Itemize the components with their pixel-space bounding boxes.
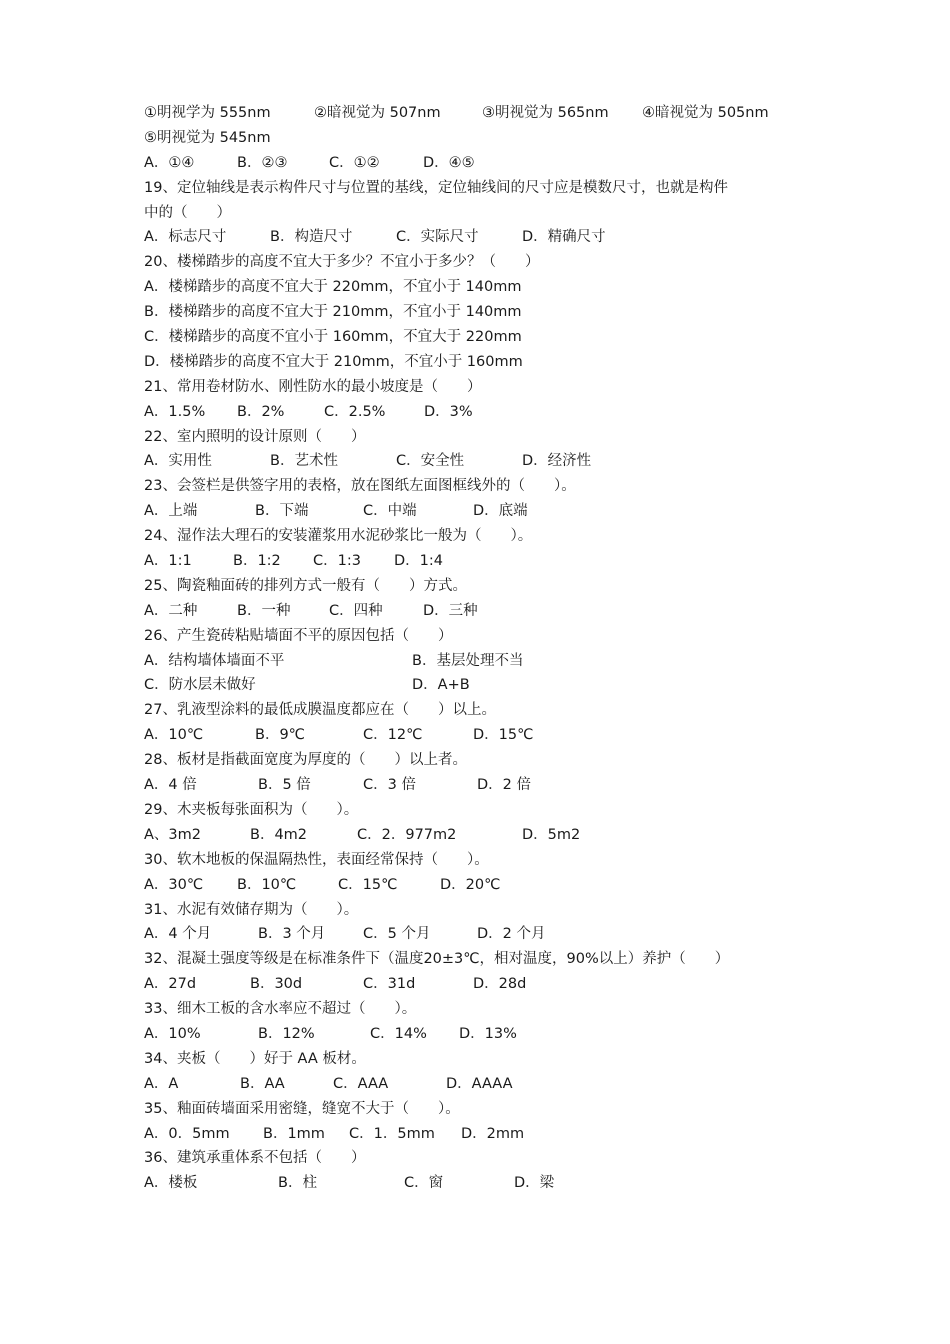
text-line xyxy=(144,574,844,599)
option-text: D．15℃ xyxy=(473,727,534,744)
text-line xyxy=(144,126,844,151)
option-text: C．安全性 xyxy=(396,453,465,470)
line-text: A．楼梯踏步的高度不宜大于 220mm，不宜小于 140mm xyxy=(144,279,522,296)
option-text: B．9℃ xyxy=(255,727,305,744)
option-text: B．构造尺寸 xyxy=(270,229,353,246)
text-line xyxy=(144,350,844,375)
line-text: 中的（ ） xyxy=(144,204,231,221)
option-text: C．中端 xyxy=(363,503,417,520)
option-text: A．二种 xyxy=(144,602,198,619)
options-row xyxy=(144,101,844,126)
option-text: D．5m2 xyxy=(522,826,581,843)
options-row xyxy=(144,873,844,898)
line-text: ⑤明视觉为 545nm xyxy=(144,129,271,146)
option-text: D．三种 xyxy=(423,602,478,619)
line-text: 23、会签栏是供签字用的表格，放在图纸左面图框线外的（ ）。 xyxy=(144,478,576,495)
text-line xyxy=(144,201,844,226)
line-text: 19、定位轴线是表示构件尺寸与位置的基线，定位轴线间的尺寸应是模数尺寸，也就是构件 xyxy=(144,179,728,196)
line-text: 32、混凝土强度等级是在标准条件下（温度20±3℃，相对温度，90%以上）养护（ ） xyxy=(144,951,730,968)
option-text: B．下端 xyxy=(255,503,309,520)
option-text: C．2.5% xyxy=(324,403,386,420)
line-text: 26、产生瓷砖粘贴墙面不平的原因包括（ ） xyxy=(144,627,453,644)
option-text: A．10℃ xyxy=(144,727,204,744)
option-text: B．1:2 xyxy=(233,553,281,570)
option-text: A．4 倍 xyxy=(144,777,197,794)
options-row xyxy=(144,773,844,798)
option-text: A．实用性 xyxy=(144,453,212,470)
text-line xyxy=(144,698,844,723)
text-line xyxy=(144,524,844,549)
option-text: C．14% xyxy=(370,1025,427,1042)
option-text: ④暗视觉为 505nm xyxy=(642,105,769,121)
option-text: C．防水层未做好 xyxy=(144,677,256,694)
line-text: D．楼梯踏步的高度不宜大于 210mm，不宜小于 160mm xyxy=(144,353,523,370)
option-text: A．0．5mm xyxy=(144,1125,230,1142)
option-text: C．1．5mm xyxy=(349,1125,435,1142)
line-text: 21、常用卷材防水、刚性防水的最小坡度是（ ） xyxy=(144,378,482,395)
option-text: B．4m2 xyxy=(250,826,308,843)
text-line xyxy=(144,250,844,275)
text-line xyxy=(144,848,844,873)
option-text: A．上端 xyxy=(144,503,198,520)
text-line xyxy=(144,1097,844,1122)
option-text: B．一种 xyxy=(237,602,291,619)
options-row xyxy=(144,499,844,524)
option-text: C．3 倍 xyxy=(363,777,416,794)
options-row xyxy=(144,400,844,425)
option-text: B．10℃ xyxy=(237,876,297,893)
text-line xyxy=(144,1047,844,1072)
option-text: ①明视学为 555nm xyxy=(144,105,271,121)
options-row xyxy=(144,599,844,624)
options-row xyxy=(144,449,844,474)
text-line xyxy=(144,425,844,450)
line-text: 31、水泥有效储存期为（ ）。 xyxy=(144,901,359,918)
option-text: C．实际尺寸 xyxy=(396,229,479,246)
option-text: C．四种 xyxy=(329,602,383,619)
option-text: A．1:1 xyxy=(144,553,192,570)
option-text: D．精确尺寸 xyxy=(522,229,606,246)
option-text: B．30d xyxy=(250,976,303,993)
option-text: B．AA xyxy=(240,1075,285,1092)
options-row xyxy=(144,1022,844,1047)
option-text: C．1:3 xyxy=(313,553,361,570)
option-text: C．窗 xyxy=(404,1175,444,1192)
text-line xyxy=(144,300,844,325)
text-line xyxy=(144,375,844,400)
option-text: D．梁 xyxy=(514,1175,555,1192)
line-text: 30、软木地板的保温隔热性，表面经常保持（ ）。 xyxy=(144,851,489,868)
option-text: A．结构墙体墙面不平 xyxy=(144,652,285,669)
option-text: D．AAAA xyxy=(446,1075,513,1092)
text-line xyxy=(144,624,844,649)
option-text: A．27d xyxy=(144,976,197,993)
options-row xyxy=(144,549,844,574)
text-line xyxy=(144,325,844,350)
line-text: 25、陶瓷釉面砖的排列方式一般有（ ）方式。 xyxy=(144,577,467,594)
option-text: B．②③ xyxy=(237,154,288,171)
option-text: D．28d xyxy=(473,976,527,993)
options-row xyxy=(144,673,844,698)
line-text: 28、板材是指截面宽度为厚度的（ ）以上者。 xyxy=(144,752,467,769)
option-text: ③明视觉为 565nm xyxy=(482,105,609,121)
line-text: 20、楼梯踏步的高度不宜大于多少？不宜小于多少？（ ） xyxy=(144,254,540,271)
option-text: B．1mm xyxy=(263,1125,325,1142)
options-row xyxy=(144,649,844,674)
text-line xyxy=(144,275,844,300)
text-line xyxy=(144,898,844,923)
text-line xyxy=(144,748,844,773)
line-text: 36、建筑承重体系不包括（ ） xyxy=(144,1150,366,1167)
option-text: C．AAA xyxy=(333,1075,389,1092)
question-list xyxy=(144,101,844,1196)
text-line xyxy=(144,176,844,201)
text-line xyxy=(144,798,844,823)
option-text: B．12% xyxy=(258,1025,315,1042)
option-text: D．经济性 xyxy=(522,453,592,470)
options-row xyxy=(144,972,844,997)
option-text: D．底端 xyxy=(473,503,528,520)
text-line xyxy=(144,474,844,499)
options-row xyxy=(144,151,844,176)
option-text: B．艺术性 xyxy=(270,453,338,470)
options-row xyxy=(144,225,844,250)
option-text: B．5 倍 xyxy=(258,777,311,794)
option-text: B．柱 xyxy=(278,1175,317,1192)
option-text: A．10% xyxy=(144,1025,201,1042)
option-text: D．1:4 xyxy=(394,553,444,570)
line-text: 22、室内照明的设计原则（ ） xyxy=(144,428,366,445)
text-line xyxy=(144,997,844,1022)
text-line xyxy=(144,947,844,972)
line-text: 33、细木工板的含水率应不超过（ ）。 xyxy=(144,1001,417,1018)
option-text: D．A+B xyxy=(412,677,470,694)
option-text: A．标志尺寸 xyxy=(144,229,227,246)
options-row xyxy=(144,1072,844,1097)
line-text: B．楼梯踏步的高度不宜大于 210mm，不宜小于 140mm xyxy=(144,304,522,321)
line-text: 34、夹板（ ）好于 AA 板材。 xyxy=(144,1050,366,1067)
option-text: C．①② xyxy=(329,154,380,171)
option-text: D．2 个月 xyxy=(477,926,546,943)
option-text: A、3m2 xyxy=(144,826,201,843)
option-text: D．3% xyxy=(424,403,473,420)
option-text: A．4 个月 xyxy=(144,926,212,943)
option-text: C．31d xyxy=(363,976,416,993)
option-text: B．3 个月 xyxy=(258,926,326,943)
line-text: 27、乳液型涂料的最低成膜温度都应在（ ）以上。 xyxy=(144,702,496,719)
option-text: A．A xyxy=(144,1075,179,1092)
option-text: A．1.5% xyxy=(144,403,206,420)
options-row xyxy=(144,1171,844,1196)
option-text: C．5 个月 xyxy=(363,926,431,943)
option-text: D．20℃ xyxy=(440,876,501,893)
line-text: 24、湿作法大理石的安装灌浆用水泥砂浆比一般为（ ）。 xyxy=(144,528,533,545)
option-text: A．①④ xyxy=(144,154,195,171)
option-text: ②暗视觉为 507nm xyxy=(314,105,441,121)
options-row xyxy=(144,823,844,848)
line-text: 35、釉面砖墙面采用密缝，缝宽不大于（ ）。 xyxy=(144,1100,460,1117)
line-text: 29、木夹板每张面积为（ ）。 xyxy=(144,801,359,818)
option-text: C．15℃ xyxy=(338,876,398,893)
options-row xyxy=(144,922,844,947)
option-text: B．基层处理不当 xyxy=(412,652,524,669)
line-text: C．楼梯踏步的高度不宜小于 160mm，不宜大于 220mm xyxy=(144,329,522,346)
option-text: D．④⑤ xyxy=(423,154,475,171)
option-text: D．13% xyxy=(459,1025,517,1042)
text-line xyxy=(144,1146,844,1171)
options-row xyxy=(144,1122,844,1147)
option-text: C．12℃ xyxy=(363,727,423,744)
option-text: D．2 倍 xyxy=(477,777,531,794)
option-text: A．30℃ xyxy=(144,876,204,893)
option-text: B．2% xyxy=(237,403,285,420)
option-text: D．2mm xyxy=(461,1125,525,1142)
options-row xyxy=(144,723,844,748)
option-text: A．楼板 xyxy=(144,1175,198,1192)
option-text: C．2．977m2 xyxy=(357,826,457,843)
